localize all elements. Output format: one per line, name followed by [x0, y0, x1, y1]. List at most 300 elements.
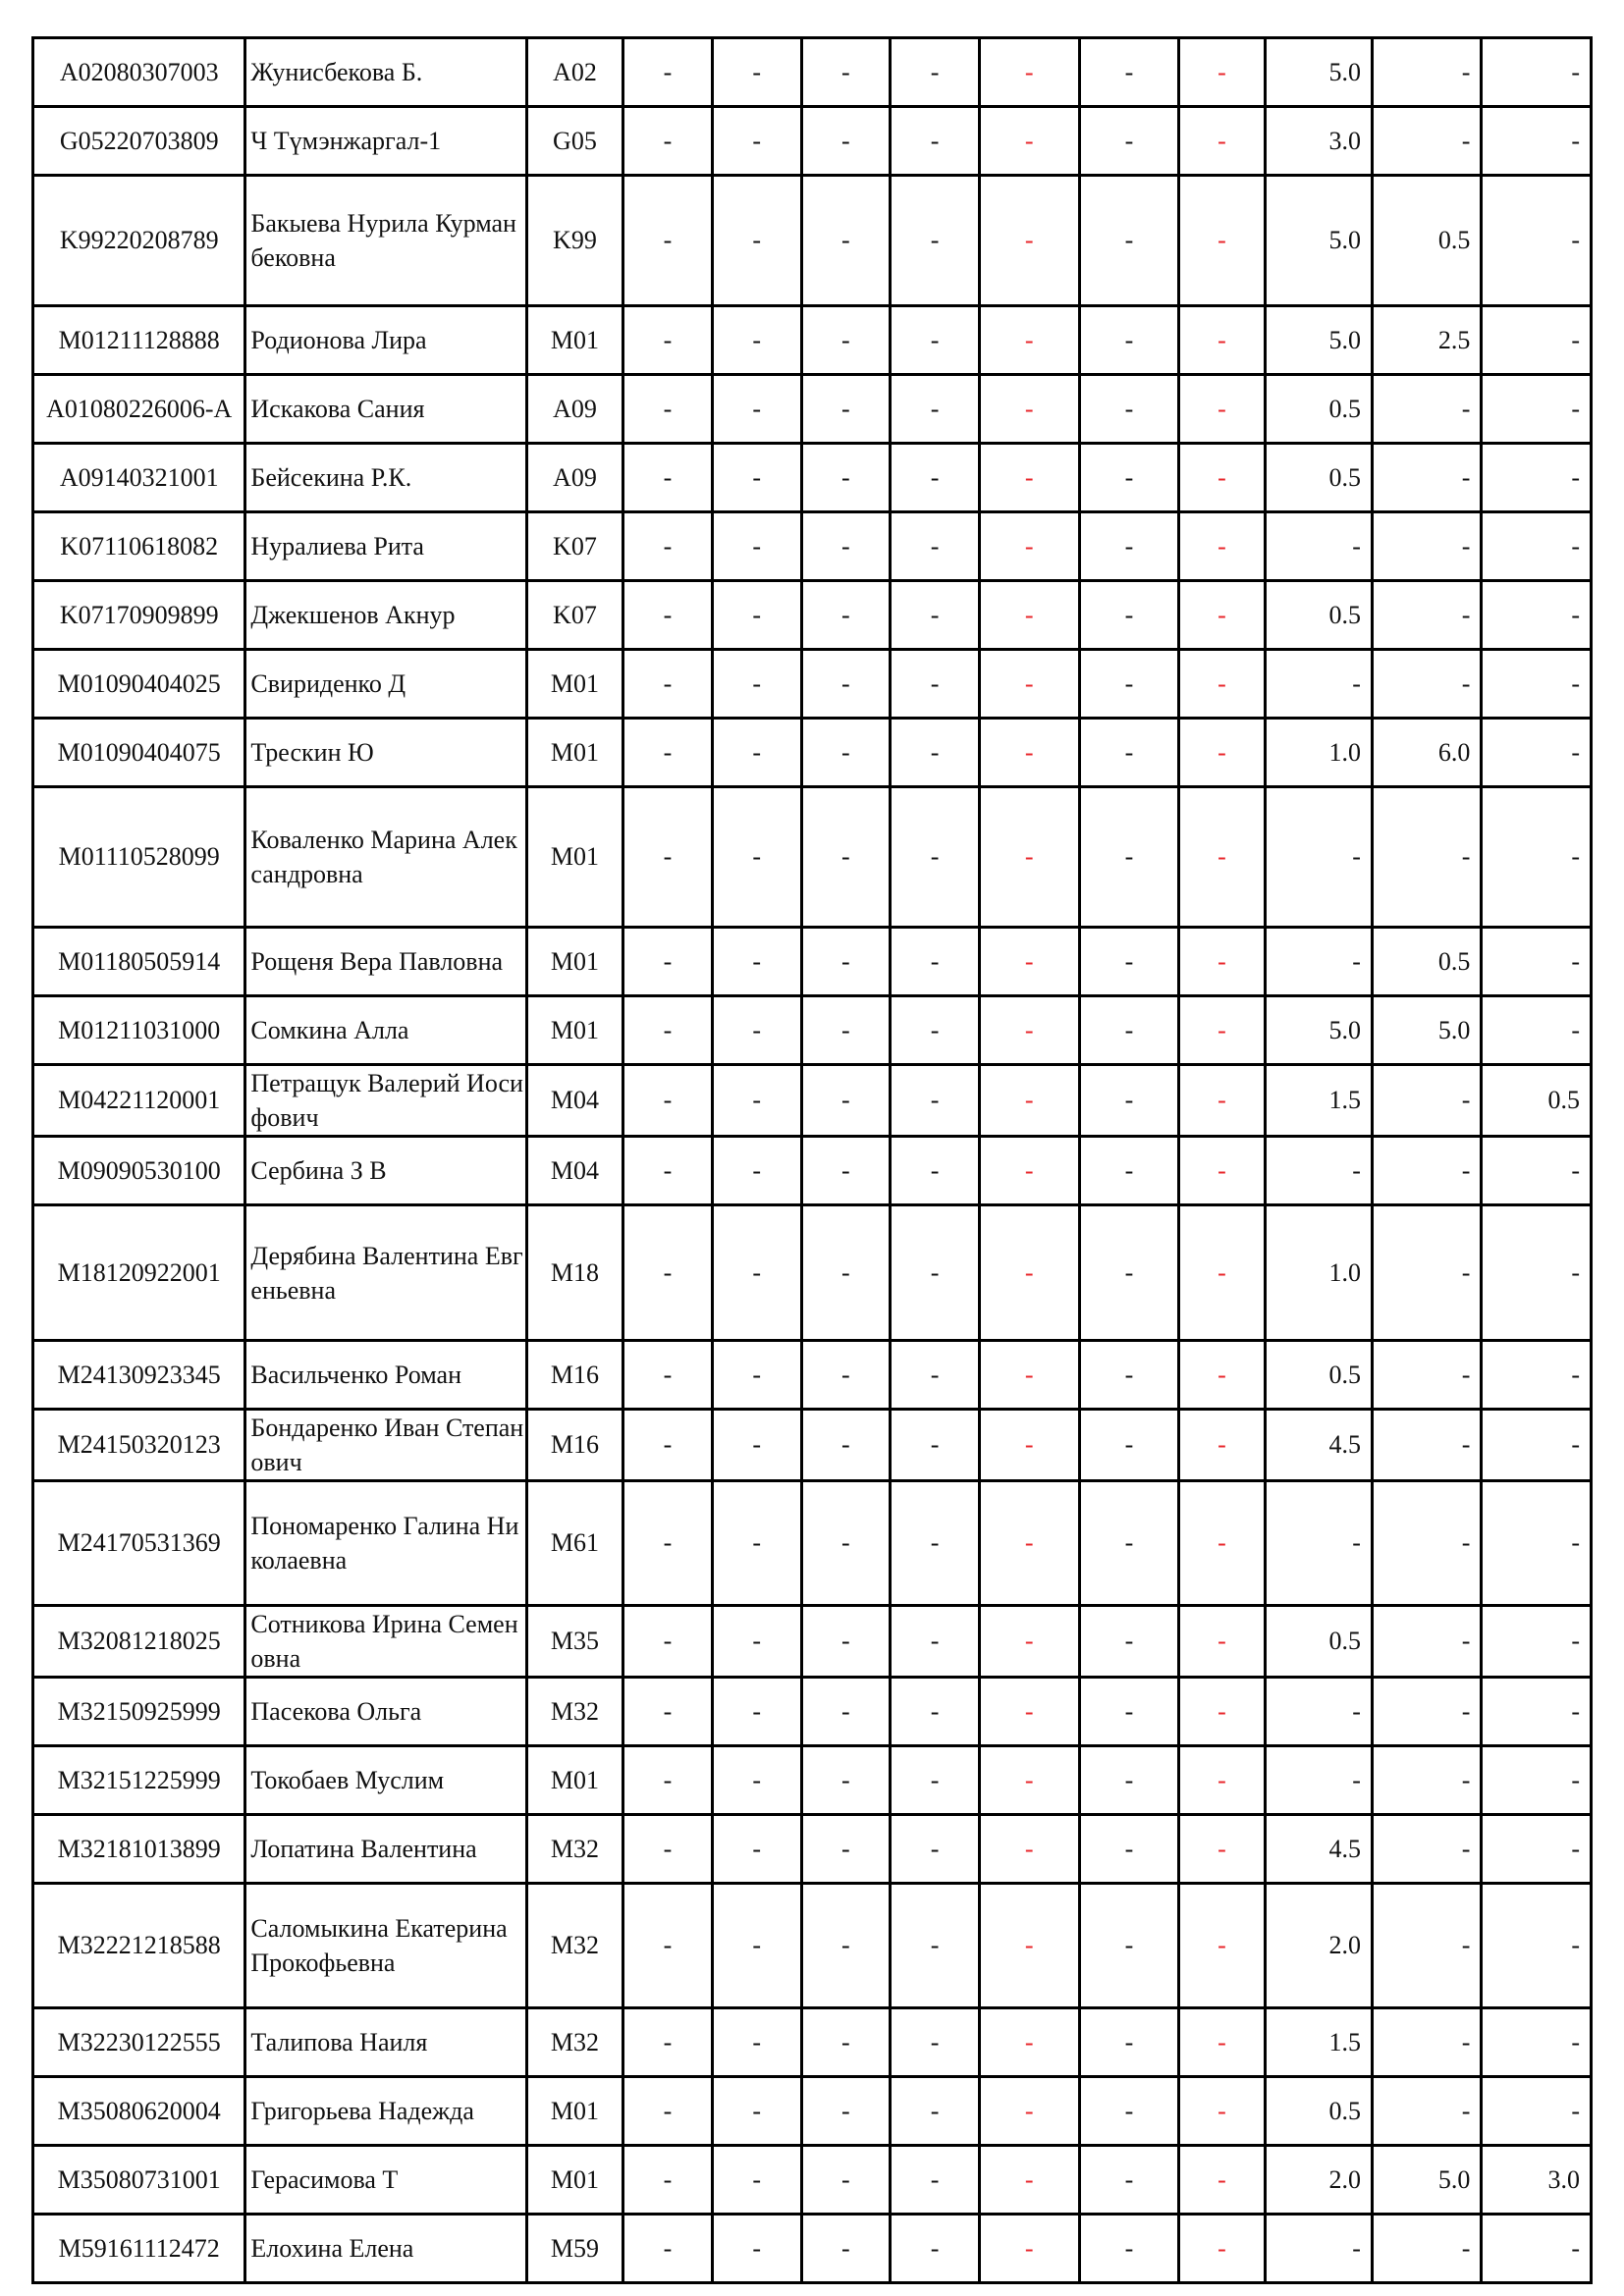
- row-id: K99220208789: [33, 176, 245, 306]
- row-col-4: -: [891, 38, 980, 107]
- table-row: [33, 581, 1592, 650]
- row-col-3: -: [801, 1341, 891, 1410]
- row-name: Сомкина Алла: [245, 996, 526, 1065]
- row-col-1: -: [623, 306, 713, 375]
- table-row: [33, 719, 1592, 787]
- row-score-1: -: [1265, 787, 1372, 928]
- row-col-7: -: [1179, 650, 1265, 719]
- row-col-3: -: [801, 928, 891, 996]
- row-code: M04: [526, 1137, 623, 1205]
- row-score-2: -: [1372, 1481, 1481, 1606]
- row-col-3: -: [801, 306, 891, 375]
- row-score-1: -: [1265, 2215, 1372, 2283]
- row-id: M32230122555: [33, 2008, 245, 2077]
- row-code: M01: [526, 2077, 623, 2146]
- row-col-2: -: [712, 176, 801, 306]
- row-score-1: 0.5: [1265, 375, 1372, 444]
- row-col-4: -: [891, 1884, 980, 2008]
- row-col-7: -: [1179, 2146, 1265, 2215]
- row-col-5: -: [979, 1678, 1079, 1746]
- row-score-2: -: [1372, 107, 1481, 176]
- row-score-1: -: [1265, 1746, 1372, 1815]
- row-col-3: -: [801, 2146, 891, 2215]
- row-col-6: -: [1079, 787, 1179, 928]
- row-col-7: -: [1179, 1410, 1265, 1481]
- row-id: M04221120001: [33, 1065, 245, 1137]
- row-score-2: -: [1372, 1410, 1481, 1481]
- row-code: M01: [526, 1746, 623, 1815]
- row-col-3: -: [801, 1137, 891, 1205]
- row-score-3: -: [1482, 375, 1592, 444]
- row-name: Бакыева Нурила Курманбековна: [245, 176, 526, 306]
- row-col-1: -: [623, 176, 713, 306]
- row-code: M01: [526, 2146, 623, 2215]
- row-col-6: -: [1079, 1065, 1179, 1137]
- row-col-5: -: [979, 38, 1079, 107]
- row-col-2: -: [712, 581, 801, 650]
- table-row: [33, 2077, 1592, 2146]
- row-score-2: 0.5: [1372, 928, 1481, 996]
- row-col-3: -: [801, 2215, 891, 2283]
- row-col-6: -: [1079, 581, 1179, 650]
- row-col-1: -: [623, 1341, 713, 1410]
- row-col-1: -: [623, 1746, 713, 1815]
- row-score-2: -: [1372, 38, 1481, 107]
- row-score-3: -: [1482, 1205, 1592, 1341]
- row-col-1: -: [623, 1481, 713, 1606]
- row-col-5: -: [979, 581, 1079, 650]
- row-col-5: -: [979, 719, 1079, 787]
- row-col-7: -: [1179, 1065, 1265, 1137]
- row-col-3: -: [801, 2008, 891, 2077]
- row-col-2: -: [712, 375, 801, 444]
- table-row: [33, 2215, 1592, 2283]
- table-row: [33, 2008, 1592, 2077]
- row-col-2: -: [712, 1746, 801, 1815]
- row-score-2: -: [1372, 2077, 1481, 2146]
- row-id: M35080731001: [33, 2146, 245, 2215]
- row-code: M61: [526, 1481, 623, 1606]
- row-col-1: -: [623, 2008, 713, 2077]
- row-col-5: -: [979, 2008, 1079, 2077]
- row-score-1: 5.0: [1265, 306, 1372, 375]
- row-id: K07110618082: [33, 512, 245, 581]
- row-id: M32181013899: [33, 1815, 245, 1884]
- row-name: Нуралиева Рита: [245, 512, 526, 581]
- row-code: A09: [526, 375, 623, 444]
- table-row: [33, 1746, 1592, 1815]
- row-name: Токобаев Муслим: [245, 1746, 526, 1815]
- row-score-1: 5.0: [1265, 176, 1372, 306]
- table-row: [33, 650, 1592, 719]
- row-col-2: -: [712, 2077, 801, 2146]
- row-id: M59161112472: [33, 2215, 245, 2283]
- row-score-1: 0.5: [1265, 444, 1372, 512]
- row-col-3: -: [801, 107, 891, 176]
- row-col-7: -: [1179, 512, 1265, 581]
- row-col-4: -: [891, 1815, 980, 1884]
- row-col-7: -: [1179, 107, 1265, 176]
- row-col-4: -: [891, 650, 980, 719]
- row-col-7: -: [1179, 1746, 1265, 1815]
- row-col-7: -: [1179, 1815, 1265, 1884]
- row-id: M01110528099: [33, 787, 245, 928]
- row-col-5: -: [979, 1341, 1079, 1410]
- row-code: M18: [526, 1205, 623, 1341]
- row-col-1: -: [623, 2146, 713, 2215]
- table-row: [33, 1065, 1592, 1137]
- row-col-6: -: [1079, 375, 1179, 444]
- row-col-4: -: [891, 1205, 980, 1341]
- row-col-2: -: [712, 650, 801, 719]
- row-col-4: -: [891, 1410, 980, 1481]
- row-id: M01090404025: [33, 650, 245, 719]
- row-col-3: -: [801, 996, 891, 1065]
- row-name: Бондаренко Иван Степанович: [245, 1410, 526, 1481]
- row-score-2: -: [1372, 1065, 1481, 1137]
- row-id: M32150925999: [33, 1678, 245, 1746]
- row-name: Елохина Елена: [245, 2215, 526, 2283]
- row-score-2: 5.0: [1372, 2146, 1481, 2215]
- row-name: Рощеня Вера Павловна: [245, 928, 526, 996]
- row-id: A01080226006-A: [33, 375, 245, 444]
- row-col-2: -: [712, 1884, 801, 2008]
- row-name: Петращук Валерий Иосифович: [245, 1065, 526, 1137]
- row-score-2: -: [1372, 1678, 1481, 1746]
- row-score-1: 0.5: [1265, 581, 1372, 650]
- row-code: M32: [526, 1884, 623, 2008]
- row-col-4: -: [891, 306, 980, 375]
- row-code: A02: [526, 38, 623, 107]
- row-col-3: -: [801, 650, 891, 719]
- row-col-2: -: [712, 787, 801, 928]
- row-score-1: -: [1265, 1678, 1372, 1746]
- row-col-7: -: [1179, 1137, 1265, 1205]
- row-col-7: -: [1179, 1205, 1265, 1341]
- row-score-3: -: [1482, 107, 1592, 176]
- row-col-2: -: [712, 512, 801, 581]
- row-col-7: -: [1179, 928, 1265, 996]
- row-col-5: -: [979, 928, 1079, 996]
- row-col-6: -: [1079, 176, 1179, 306]
- table-row: [33, 928, 1592, 996]
- row-id: M24150320123: [33, 1410, 245, 1481]
- row-score-3: -: [1482, 787, 1592, 928]
- row-col-6: -: [1079, 107, 1179, 176]
- table-row: [33, 444, 1592, 512]
- row-name: Жунисбекова Б.: [245, 38, 526, 107]
- row-col-4: -: [891, 375, 980, 444]
- row-col-6: -: [1079, 1410, 1179, 1481]
- row-col-5: -: [979, 512, 1079, 581]
- row-name: Васильченко Роман: [245, 1341, 526, 1410]
- row-score-2: -: [1372, 581, 1481, 650]
- row-col-2: -: [712, 719, 801, 787]
- row-col-1: -: [623, 1205, 713, 1341]
- row-col-7: -: [1179, 719, 1265, 787]
- row-col-2: -: [712, 1678, 801, 1746]
- row-col-6: -: [1079, 2215, 1179, 2283]
- row-score-3: -: [1482, 176, 1592, 306]
- row-score-3: -: [1482, 928, 1592, 996]
- row-name: Трескин Ю: [245, 719, 526, 787]
- row-col-4: -: [891, 996, 980, 1065]
- row-col-6: -: [1079, 1606, 1179, 1678]
- row-id: M24130923345: [33, 1341, 245, 1410]
- row-col-5: -: [979, 176, 1079, 306]
- row-col-5: -: [979, 1065, 1079, 1137]
- row-col-5: -: [979, 1815, 1079, 1884]
- row-col-1: -: [623, 38, 713, 107]
- row-col-6: -: [1079, 1341, 1179, 1410]
- row-col-6: -: [1079, 928, 1179, 996]
- row-col-5: -: [979, 1606, 1079, 1678]
- table-row: [33, 1678, 1592, 1746]
- row-col-4: -: [891, 2215, 980, 2283]
- row-score-3: -: [1482, 1410, 1592, 1481]
- row-col-4: -: [891, 1065, 980, 1137]
- row-name: Сотникова Ирина Семеновна: [245, 1606, 526, 1678]
- row-col-3: -: [801, 1205, 891, 1341]
- row-code: M35: [526, 1606, 623, 1678]
- row-score-1: -: [1265, 650, 1372, 719]
- row-score-3: -: [1482, 1606, 1592, 1678]
- row-col-5: -: [979, 996, 1079, 1065]
- row-col-4: -: [891, 719, 980, 787]
- row-col-2: -: [712, 1065, 801, 1137]
- row-score-2: -: [1372, 2215, 1481, 2283]
- row-code: M04: [526, 1065, 623, 1137]
- row-score-1: -: [1265, 512, 1372, 581]
- row-col-2: -: [712, 444, 801, 512]
- row-score-1: -: [1265, 1481, 1372, 1606]
- row-code: M01: [526, 306, 623, 375]
- row-col-3: -: [801, 1678, 891, 1746]
- table-row: [33, 1410, 1592, 1481]
- row-code: M01: [526, 719, 623, 787]
- row-code: M32: [526, 2008, 623, 2077]
- row-col-4: -: [891, 928, 980, 996]
- row-col-2: -: [712, 1137, 801, 1205]
- results-table: [31, 36, 1593, 2284]
- row-col-1: -: [623, 2077, 713, 2146]
- row-id: G05220703809: [33, 107, 245, 176]
- row-col-6: -: [1079, 2077, 1179, 2146]
- row-col-3: -: [801, 581, 891, 650]
- row-name: Лопатина Валентина: [245, 1815, 526, 1884]
- row-score-1: 5.0: [1265, 996, 1372, 1065]
- row-col-6: -: [1079, 996, 1179, 1065]
- row-score-2: -: [1372, 1746, 1481, 1815]
- row-col-7: -: [1179, 2008, 1265, 2077]
- row-name: Искакова Сания: [245, 375, 526, 444]
- row-score-3: 0.5: [1482, 1065, 1592, 1137]
- table-row: [33, 1884, 1592, 2008]
- row-score-2: -: [1372, 1815, 1481, 1884]
- row-col-7: -: [1179, 1678, 1265, 1746]
- row-col-6: -: [1079, 1884, 1179, 2008]
- row-code: M32: [526, 1678, 623, 1746]
- row-id: M18120922001: [33, 1205, 245, 1341]
- row-col-6: -: [1079, 1137, 1179, 1205]
- row-score-3: -: [1482, 38, 1592, 107]
- row-col-3: -: [801, 787, 891, 928]
- row-score-1: 0.5: [1265, 1606, 1372, 1678]
- row-code: G05: [526, 107, 623, 176]
- row-col-1: -: [623, 1410, 713, 1481]
- row-col-2: -: [712, 38, 801, 107]
- row-score-1: 4.5: [1265, 1410, 1372, 1481]
- row-col-7: -: [1179, 1606, 1265, 1678]
- row-col-5: -: [979, 306, 1079, 375]
- row-col-1: -: [623, 581, 713, 650]
- row-score-3: -: [1482, 1746, 1592, 1815]
- row-score-1: 0.5: [1265, 1341, 1372, 1410]
- row-col-4: -: [891, 787, 980, 928]
- row-score-3: -: [1482, 1884, 1592, 2008]
- row-score-3: -: [1482, 1678, 1592, 1746]
- row-score-2: -: [1372, 1884, 1481, 2008]
- row-id: A09140321001: [33, 444, 245, 512]
- row-col-4: -: [891, 581, 980, 650]
- row-col-7: -: [1179, 1481, 1265, 1606]
- row-score-2: -: [1372, 787, 1481, 928]
- row-col-1: -: [623, 2215, 713, 2283]
- row-col-5: -: [979, 2215, 1079, 2283]
- row-col-1: -: [623, 996, 713, 1065]
- row-name: Григорьева Надежда: [245, 2077, 526, 2146]
- row-score-1: -: [1265, 1137, 1372, 1205]
- row-id: M35080620004: [33, 2077, 245, 2146]
- row-code: M59: [526, 2215, 623, 2283]
- row-score-3: -: [1482, 996, 1592, 1065]
- row-score-1: 1.0: [1265, 719, 1372, 787]
- row-col-6: -: [1079, 306, 1179, 375]
- row-score-3: -: [1482, 306, 1592, 375]
- row-score-3: -: [1482, 581, 1592, 650]
- row-name: Дерябина Валентина Евгеньевна: [245, 1205, 526, 1341]
- row-col-7: -: [1179, 787, 1265, 928]
- row-code: M01: [526, 928, 623, 996]
- row-id: M32081218025: [33, 1606, 245, 1678]
- row-col-1: -: [623, 1815, 713, 1884]
- row-col-7: -: [1179, 306, 1265, 375]
- row-col-3: -: [801, 444, 891, 512]
- row-code: M01: [526, 787, 623, 928]
- row-id: M01180505914: [33, 928, 245, 996]
- row-col-3: -: [801, 375, 891, 444]
- row-col-3: -: [801, 512, 891, 581]
- row-score-2: -: [1372, 1341, 1481, 1410]
- row-col-4: -: [891, 512, 980, 581]
- row-score-2: 0.5: [1372, 176, 1481, 306]
- row-col-5: -: [979, 1746, 1079, 1815]
- row-score-2: -: [1372, 1606, 1481, 1678]
- row-name: Саломыкина Екатерина Прокофьевна: [245, 1884, 526, 2008]
- row-col-4: -: [891, 2146, 980, 2215]
- row-col-6: -: [1079, 1678, 1179, 1746]
- row-col-1: -: [623, 444, 713, 512]
- table-row: [33, 1606, 1592, 1678]
- row-name: Свириденко Д: [245, 650, 526, 719]
- row-score-1: 4.5: [1265, 1815, 1372, 1884]
- row-col-5: -: [979, 1884, 1079, 2008]
- row-col-7: -: [1179, 38, 1265, 107]
- row-id: K07170909899: [33, 581, 245, 650]
- row-col-5: -: [979, 1137, 1079, 1205]
- row-col-3: -: [801, 176, 891, 306]
- row-name: Бейсекина Р.К.: [245, 444, 526, 512]
- row-col-1: -: [623, 1884, 713, 2008]
- row-col-7: -: [1179, 2077, 1265, 2146]
- row-score-2: 2.5: [1372, 306, 1481, 375]
- row-col-6: -: [1079, 719, 1179, 787]
- row-score-1: 3.0: [1265, 107, 1372, 176]
- table-row: [33, 1137, 1592, 1205]
- table-row: [33, 512, 1592, 581]
- row-col-6: -: [1079, 1481, 1179, 1606]
- table-row: [33, 107, 1592, 176]
- table-row: [33, 2146, 1592, 2215]
- row-code: M16: [526, 1410, 623, 1481]
- table-row: [33, 375, 1592, 444]
- row-col-2: -: [712, 1606, 801, 1678]
- row-id: M01090404075: [33, 719, 245, 787]
- row-col-7: -: [1179, 996, 1265, 1065]
- row-score-1: 2.0: [1265, 1884, 1372, 2008]
- row-id: M01211128888: [33, 306, 245, 375]
- table-row: [33, 787, 1592, 928]
- table-row: [33, 176, 1592, 306]
- row-col-7: -: [1179, 1884, 1265, 2008]
- row-score-3: -: [1482, 650, 1592, 719]
- row-col-6: -: [1079, 2146, 1179, 2215]
- row-col-6: -: [1079, 650, 1179, 719]
- row-col-3: -: [801, 719, 891, 787]
- row-score-3: -: [1482, 2215, 1592, 2283]
- row-code: A09: [526, 444, 623, 512]
- row-code: K07: [526, 512, 623, 581]
- row-col-3: -: [801, 2077, 891, 2146]
- row-col-4: -: [891, 1678, 980, 1746]
- row-col-7: -: [1179, 444, 1265, 512]
- row-col-1: -: [623, 787, 713, 928]
- table-row: [33, 1341, 1592, 1410]
- row-col-5: -: [979, 375, 1079, 444]
- row-col-6: -: [1079, 2008, 1179, 2077]
- row-col-6: -: [1079, 38, 1179, 107]
- row-col-3: -: [801, 1065, 891, 1137]
- row-col-2: -: [712, 107, 801, 176]
- row-score-2: -: [1372, 1137, 1481, 1205]
- table-row: [33, 1481, 1592, 1606]
- table-row: [33, 38, 1592, 107]
- row-col-5: -: [979, 107, 1079, 176]
- row-score-3: -: [1482, 512, 1592, 581]
- row-score-2: -: [1372, 650, 1481, 719]
- row-id: M32151225999: [33, 1746, 245, 1815]
- row-code: M01: [526, 650, 623, 719]
- row-name: Талипова Наиля: [245, 2008, 526, 2077]
- row-score-3: -: [1482, 444, 1592, 512]
- row-col-2: -: [712, 1410, 801, 1481]
- row-col-5: -: [979, 2146, 1079, 2215]
- row-score-3: -: [1482, 719, 1592, 787]
- row-id: M01211031000: [33, 996, 245, 1065]
- table-row: [33, 1815, 1592, 1884]
- row-col-3: -: [801, 38, 891, 107]
- row-col-3: -: [801, 1884, 891, 2008]
